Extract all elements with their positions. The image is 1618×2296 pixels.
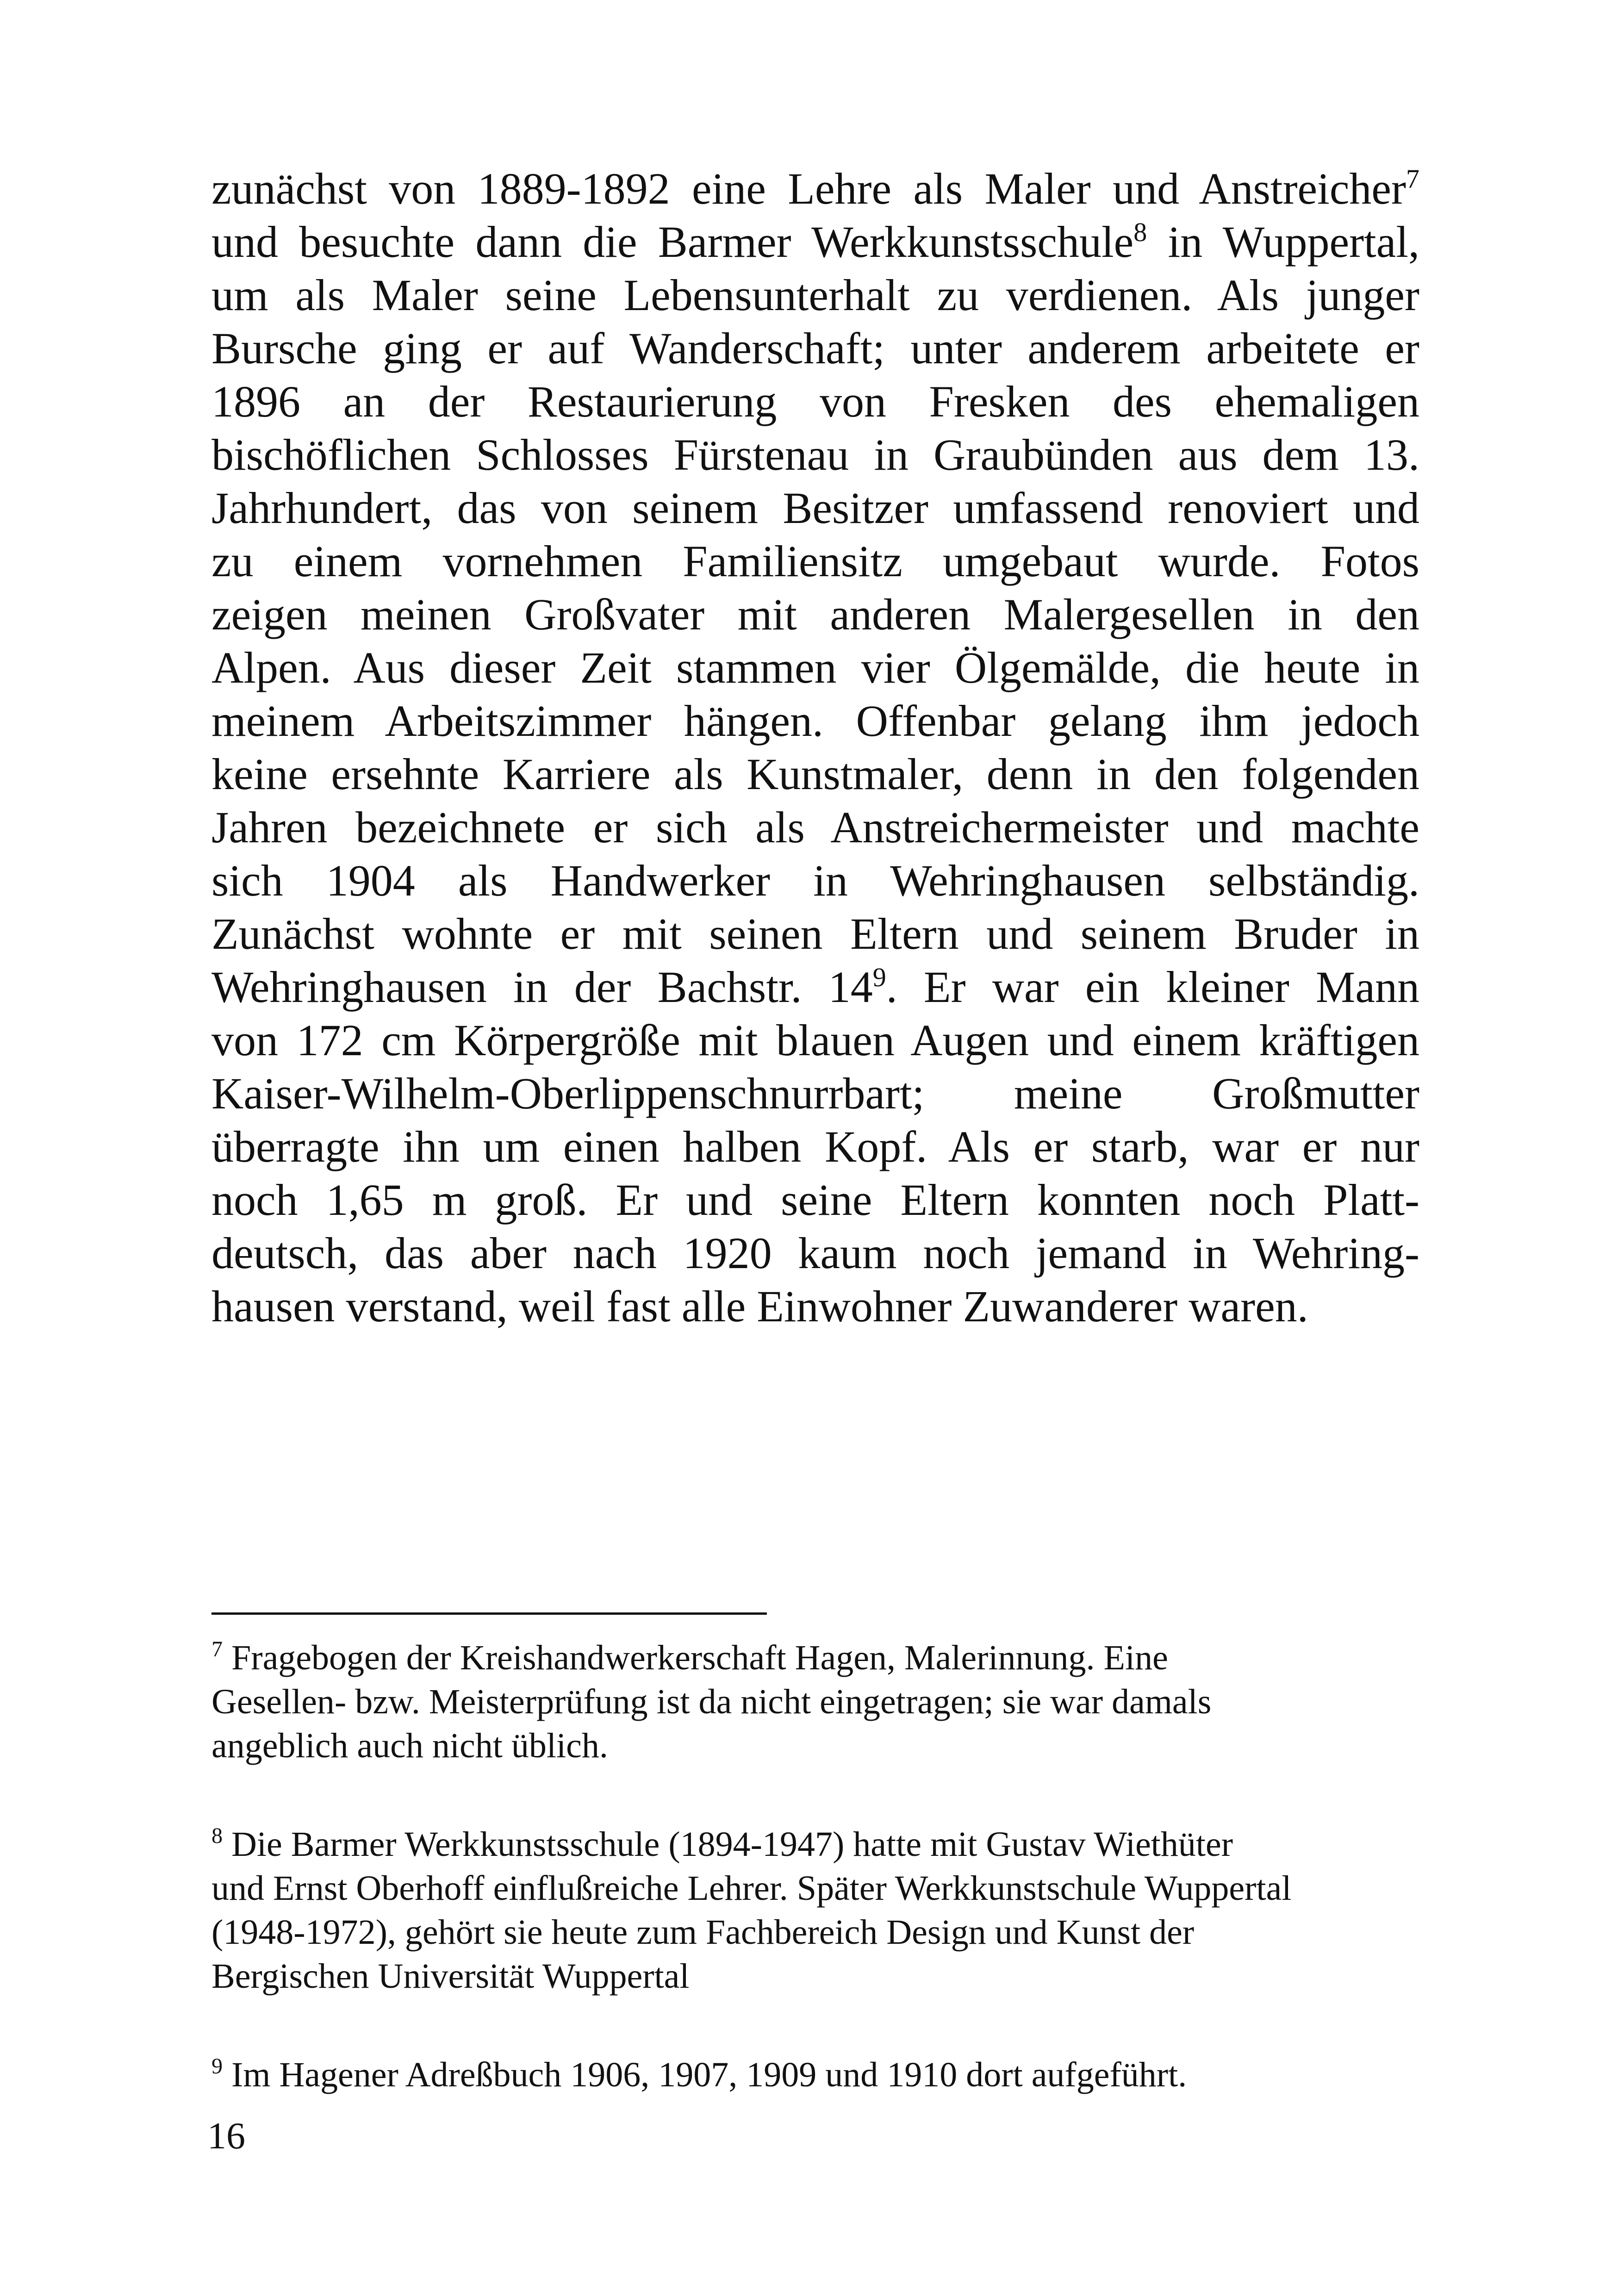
text-line: keine ersehnte Karriere als Kunstmaler, denn in den folgenden bbox=[212, 749, 1419, 799]
text-line: hausen verstand, weil fast alle Einwohner Zuwanderer waren. bbox=[212, 1282, 1308, 1331]
footnote-reference-7[interactable]: 7 bbox=[1406, 164, 1419, 194]
footnote-line: Gesellen- bzw. Meisterprüfung ist da nicht eingetragen; sie war damals bbox=[212, 1682, 1212, 1721]
footnote-reference-8[interactable]: 8 bbox=[1133, 217, 1147, 247]
text-line: Jahrhundert, das von seinem Besitzer umfassend renoviert und bbox=[212, 483, 1419, 533]
text-line: von 172 cm Körpergröße mit blauen Augen und einem kräftigen bbox=[212, 1015, 1419, 1065]
main-text bbox=[212, 162, 1419, 1333]
footnote-reference-9[interactable]: 9 bbox=[872, 962, 886, 992]
text-line: Alpen. Aus dieser Zeit stammen vier Ölgemälde, die heute in bbox=[212, 643, 1419, 692]
text-line: um als Maler seine Lebensunterhalt zu verdienen. Als junger bbox=[212, 270, 1419, 320]
text-line: Jahren bezeichnete er sich als Anstreichermeister und machte bbox=[212, 803, 1419, 852]
footnotes bbox=[212, 1636, 1433, 2152]
text-line: meinem Arbeitszimmer hängen. Offenbar gelang ihm jedoch bbox=[212, 696, 1419, 746]
text-line: noch 1,65 m groß. Er und seine Eltern konnten noch Platt- bbox=[212, 1175, 1419, 1225]
text-line: überragte ihn um einen halben Kopf. Als er starb, war er nur bbox=[212, 1122, 1419, 1171]
footnote-line: Bergischen Universität Wuppertal bbox=[212, 1957, 690, 1996]
text-line: Bursche ging er auf Wanderschaft; unter anderem arbeitete er bbox=[212, 324, 1419, 373]
footnote-9 bbox=[212, 2053, 1433, 2097]
footnote-separator bbox=[212, 1612, 767, 1615]
footnote-line: angeblich auch nicht üblich. bbox=[212, 1726, 608, 1765]
footnote-line: (1948-1972), gehört sie heute zum Fachbereich Design und Kunst der bbox=[212, 1913, 1195, 1952]
text-line: und besuchte dann die Barmer Werkkunstsschule$^8$ in Wuppertal, bbox=[212, 217, 1419, 267]
text-line: bischöflichen Schlosses Fürstenau in Graubünden aus dem 13. bbox=[212, 430, 1419, 479]
text-line: zunächst von 1889-1892 eine Lehre als Maler und Anstreicher$^7$ bbox=[212, 164, 1419, 213]
text-line: zu einem vornehmen Familiensitz umgebaut wurde. Fotos bbox=[212, 536, 1419, 586]
text-line: Kaiser-Wilhelm-Oberlippenschnurrbart; meine Großmutter bbox=[212, 1069, 1419, 1118]
footnote-marker: 8 bbox=[212, 1823, 223, 1848]
text-line: zeigen meinen Großvater mit anderen Malergesellen in den bbox=[212, 590, 1419, 639]
footnote-marker: 7 bbox=[212, 1637, 223, 1661]
text-line: 1896 an der Restaurierung von Fresken des ehemaligen bbox=[212, 377, 1419, 426]
footnote-7 bbox=[212, 1636, 1433, 1768]
footnote-line: $^8$ Die Barmer Werkkunstsschule (1894-1947) hatte mit Gustav Wiethüter bbox=[212, 1823, 1233, 1864]
footnote-8 bbox=[212, 1823, 1433, 1998]
footnote-line: $^9$ Im Hagener Adreßbuch 1906, 1907, 1909 und 1910 dort aufgeführt. bbox=[212, 2054, 1187, 2094]
text-line: deutsch, das aber nach 1920 kaum noch jemand in Wehring- bbox=[212, 1228, 1419, 1278]
text-line: Wehringhausen in der Bachstr. 14$^9$. Er war ein kleiner Mann bbox=[212, 962, 1420, 1012]
footnote-line: $^7$ Fragebogen der Kreishandwerkerschaft Hagen, Malerinnung. Eine bbox=[212, 1637, 1168, 1677]
footnote-marker: 9 bbox=[212, 2054, 223, 2078]
page-number: 16 bbox=[207, 2115, 245, 2157]
footnote-line: und Ernst Oberhoff einflußreiche Lehrer. Später Werkkunstschule Wuppertal bbox=[212, 1869, 1292, 1908]
text-line: sich 1904 als Handwerker in Wehringhausen selbständig. bbox=[212, 856, 1419, 905]
text-line: Zunächst wohnte er mit seinen Eltern und seinem Bruder in bbox=[212, 909, 1419, 958]
